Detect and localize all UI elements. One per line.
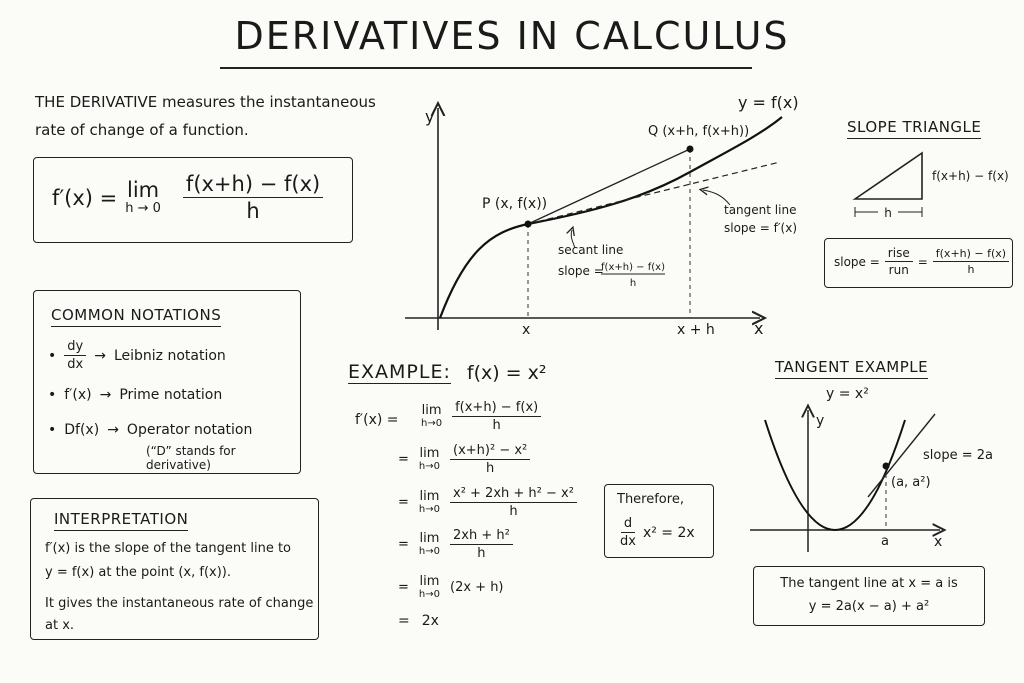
limit-word: lim: [419, 530, 440, 546]
interpretation-line-3: It gives the instantaneous rate of change: [45, 596, 314, 611]
slope-triangle: [855, 153, 922, 199]
step-limit: [421, 404, 442, 429]
operator-numerator: d: [621, 516, 635, 533]
step-fraction: [450, 443, 530, 476]
step-denominator: h: [509, 504, 518, 519]
equals-sign: =: [398, 452, 409, 467]
definition-box: [33, 157, 353, 243]
step-numerator: (x+h)² − x²: [450, 443, 530, 460]
tick-x-label: x: [522, 322, 531, 338]
limit-subscript: h→0: [418, 546, 440, 558]
interpretation-heading: INTERPRETATION: [54, 510, 188, 531]
run-word: run: [888, 263, 909, 277]
intro-line-2: rate of change of a function.: [35, 121, 249, 139]
tangent-slope-label: slope = f′(x): [724, 221, 798, 235]
tick-xh-label: x + h: [677, 322, 715, 338]
leibniz-denominator: dx: [67, 357, 84, 372]
tick-a-label: a: [881, 534, 889, 549]
tangent-example-heading: TANGENT EXAMPLE: [775, 358, 928, 379]
tangent-curve-label: y = x²: [826, 386, 869, 402]
function-curve: [440, 117, 782, 318]
notation-label: Operator notation: [126, 422, 253, 438]
page-title: DERIVATIVES IN CALCULUS: [234, 14, 790, 58]
example-heading: EXAMPLE:: [348, 361, 451, 383]
notations-box: [33, 290, 301, 474]
interpretation-line-2: y = f(x) at the point (x, f(x)).: [45, 565, 231, 580]
example-result: [398, 613, 439, 629]
definition-fraction: [183, 172, 323, 223]
definition-lhs: f′(x) =: [52, 185, 118, 210]
main-y-label: y: [425, 107, 435, 126]
point-q-label: Q (x+h, f(x+h)): [648, 124, 750, 139]
operator-note: (“D” stands for derivative): [146, 444, 236, 472]
point-p: [525, 221, 532, 228]
step-numerator: f(x+h) − f(x): [452, 400, 541, 417]
tangent-point-label: (a, a²): [891, 475, 931, 490]
step-fraction: [452, 400, 541, 433]
equals-sign: =: [398, 580, 409, 596]
equals-sign: =: [917, 254, 928, 269]
title-underline: [220, 67, 752, 69]
parabola-curve: [765, 420, 905, 530]
equals-sign: =: [398, 495, 409, 510]
rise-label: f(x+h) − f(x): [932, 169, 1009, 183]
example-final-value: 2x: [421, 613, 439, 629]
leibniz-symbol: [64, 339, 86, 372]
interpretation-box: [30, 498, 319, 640]
secant-slope-numerator: f(x+h) − f(x): [601, 262, 665, 273]
step-limit: [419, 532, 440, 557]
difference-numerator: f(x+h) − f(x): [933, 247, 1009, 262]
arrow-right-icon: →: [107, 422, 119, 438]
limit-word: lim: [419, 488, 440, 504]
bullet-icon: •: [48, 347, 57, 364]
point-q: [687, 146, 694, 153]
notation-item-prime: [48, 387, 222, 403]
tangent-example-graph: [745, 400, 1020, 558]
difference-denominator: h: [967, 263, 975, 276]
point-p-label: P (x, f(x)): [482, 196, 548, 212]
slope-triangle-diagram: [845, 145, 1020, 225]
example-step-5: [398, 575, 504, 600]
slope-triangle-heading: SLOPE TRIANGLE: [847, 118, 981, 139]
step-denominator: h: [492, 418, 501, 433]
limit-word: lim: [421, 402, 442, 418]
limit-subscript: h→0: [418, 589, 440, 601]
step-limit: [419, 447, 440, 472]
rise-run-fraction: [885, 246, 913, 277]
definition-numerator: f(x+h) − f(x): [183, 172, 323, 198]
example-step-3: [398, 486, 577, 519]
tangent-line-box: [753, 566, 985, 626]
arrow-right-icon: →: [99, 387, 112, 403]
step-denominator: h: [477, 546, 486, 561]
definition-denominator: h: [246, 199, 260, 223]
therefore-result: [617, 516, 695, 549]
interpretation-line-1: f′(x) is the slope of the tangent line to: [45, 541, 291, 556]
limit-subscript: h → 0: [125, 200, 161, 216]
notation-label: Leibniz notation: [113, 347, 226, 364]
run-label: h: [884, 206, 892, 220]
therefore-box: [604, 484, 714, 558]
notations-heading: COMMON NOTATIONS: [51, 306, 221, 327]
slope-formula-label: slope =: [834, 254, 880, 269]
step-fraction: [450, 486, 577, 519]
secant-slope-denominator: h: [629, 278, 637, 289]
tangent-y-label: y: [816, 413, 825, 429]
tangent-x-label: x: [934, 534, 943, 550]
definition-limit: [125, 179, 161, 216]
rise-word: rise: [885, 246, 913, 262]
derivative-operator: [617, 516, 639, 549]
example-function: f(x) = x²: [466, 361, 547, 384]
tangent-label: tangent line: [724, 203, 797, 217]
leibniz-numerator: dy: [64, 339, 86, 356]
example-step-2: [398, 443, 530, 476]
operator-denominator: dx: [620, 534, 636, 549]
intro-line-1: THE DERIVATIVE measures the instantaneous: [35, 93, 376, 111]
equals-sign: =: [398, 537, 409, 552]
example-header: [348, 361, 547, 384]
secant-slope-label: slope =: [558, 264, 604, 278]
example-lhs: f′(x) =: [355, 412, 399, 428]
step-numerator: x² + 2xh + h² − x²: [450, 486, 577, 503]
limit-subscript: h→0: [418, 504, 440, 516]
step-limit: [419, 490, 440, 515]
step-limit: [419, 575, 440, 600]
notation-item-leibniz: [48, 339, 226, 372]
secant-label: secant line: [558, 243, 624, 257]
slope-formula-box: [824, 238, 1013, 288]
limit-word: lim: [419, 574, 440, 589]
step-fraction: [450, 528, 513, 561]
limit-word: lim: [127, 177, 160, 202]
main-graph: [395, 85, 815, 345]
secant-line: [528, 149, 690, 224]
tangent-point: [883, 463, 890, 470]
limit-subscript: h→0: [421, 418, 443, 430]
prime-symbol: f′(x): [64, 387, 92, 403]
bullet-icon: •: [48, 387, 57, 403]
notation-item-operator: [48, 422, 252, 438]
limit-subscript: h→0: [418, 461, 440, 473]
step-denominator: h: [486, 461, 495, 476]
limit-word: lim: [419, 445, 440, 461]
tangent-slope-label: slope = 2a: [923, 448, 993, 463]
example-step-1: [421, 400, 541, 433]
arrow-right-icon: →: [94, 347, 106, 364]
equals-sign: =: [398, 613, 410, 629]
step-expression: (2x + h): [450, 580, 504, 596]
operator-symbol: Df(x): [64, 422, 100, 438]
therefore-label: Therefore,: [617, 492, 684, 507]
example-step-4: [398, 528, 513, 561]
therefore-expression: x² = 2x: [642, 524, 695, 541]
tangent-box-line-1: The tangent line at x = a is: [780, 576, 958, 591]
step-numerator: 2xh + h²: [450, 528, 513, 545]
notation-label: Prime notation: [119, 387, 223, 403]
bullet-icon: •: [48, 422, 57, 438]
tangent-box-line-2: y = 2a(x − a) + a²: [808, 599, 930, 614]
curve-label: y = f(x): [738, 93, 799, 112]
interpretation-line-4: at x.: [45, 618, 75, 633]
difference-quotient-fraction: [933, 247, 1009, 276]
main-x-label: x: [754, 319, 764, 338]
